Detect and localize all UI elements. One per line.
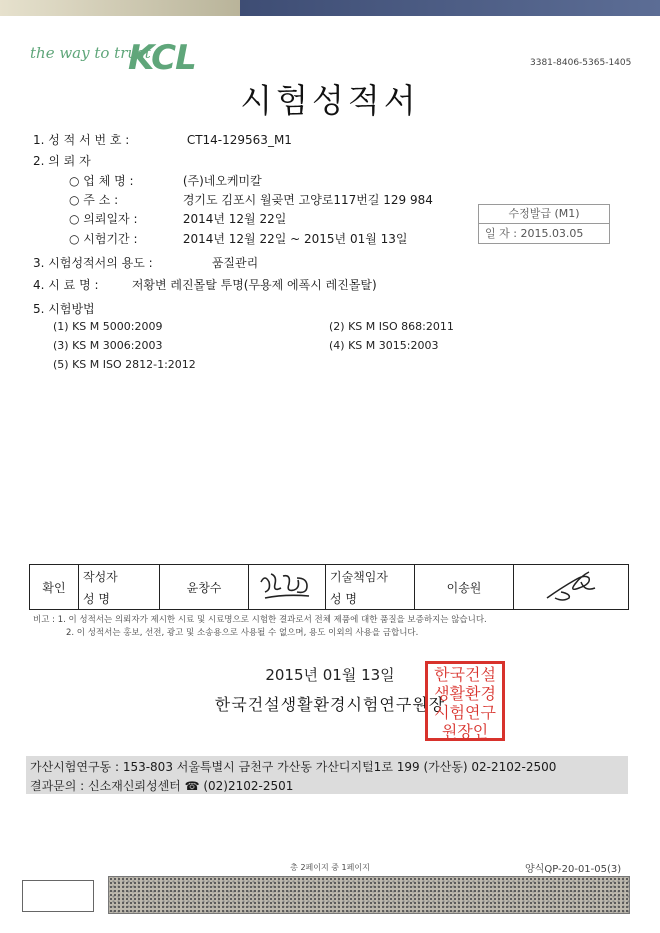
tech-signature <box>514 565 629 610</box>
sample-row <box>33 276 377 293</box>
kcl-logo: KCL <box>128 38 196 78</box>
issue-date: 2015년 01월 13일 <box>265 666 395 684</box>
tech-name: 이송원 <box>415 565 514 610</box>
purpose-label: 3. 시험성적서의 용도 : <box>33 256 153 270</box>
company-label: ○ 업 체 명 : <box>69 174 134 188</box>
page-title: 시험성적서 <box>240 81 420 120</box>
author-role: 작성자 <box>79 565 160 588</box>
address-value: 경기도 김포시 월곶면 고양로117번길 129 984 <box>182 193 433 207</box>
address-label: ○ 주 소 : <box>69 193 119 207</box>
method-heading: 5. 시험방법 <box>33 302 95 316</box>
confirm-cell: 확인 <box>30 565 79 610</box>
author-signature-mark <box>257 568 317 604</box>
author-name: 윤창수 <box>160 565 249 610</box>
organization-name: 한국건설생활환경시험연구원장 <box>214 695 446 714</box>
client-heading: 2. 의 뢰 자 <box>33 154 91 168</box>
sample-label: 4. 시 료 명 : <box>33 278 99 292</box>
remark-line: 비고 : 1. 이 성적서는 의뢰자가 제시한 시료 및 시료명으로 시험한 결과로서 전체 제품에 대한 품질을 보증하지는 않습니다. <box>33 615 487 625</box>
request-date-label: ○ 의뢰일자 : <box>69 212 138 226</box>
sample-value: 저황변 레진몰탈 투명(무용제 에폭시 레진몰탈) <box>131 278 377 292</box>
purpose-value: 품질관리 <box>211 256 259 270</box>
header-bar-left <box>0 0 240 16</box>
purpose-row <box>33 254 258 271</box>
contact-inquiry: 결과문의 : 신소재신뢰성센터 ☎ (02)2102-2501 <box>30 779 294 793</box>
reissue-box <box>478 204 610 244</box>
tech-name-label: 성 명 <box>326 587 415 610</box>
request-date-value: 2014년 12월 22일 <box>182 212 287 226</box>
company-value: (주)네오케미칼 <box>182 174 262 188</box>
report-number-label: 1. 성 적 서 번 호 : <box>33 133 130 147</box>
method-item: (4) KS M 3015:2003 <box>329 339 439 352</box>
tech-signature-mark <box>541 568 601 604</box>
report-number-row <box>33 131 292 148</box>
method-item: (5) KS M ISO 2812-1:2012 <box>53 358 196 371</box>
author-signature <box>249 565 326 610</box>
author-name-label: 성 명 <box>79 587 160 610</box>
remark-line: 2. 이 성적서는 홍보, 선전, 광고 및 소송용으로 사용될 수 없으며, 용도 이외의 사용을 금합니다. <box>66 628 419 638</box>
reissue-label: 수정발급 (M1) <box>479 205 609 224</box>
header-bar-right <box>240 0 660 16</box>
remarks <box>33 614 487 640</box>
signature-table <box>29 564 629 610</box>
tech-role: 기술책임자 <box>326 565 415 588</box>
test-period-value: 2014년 12월 22일 ~ 2015년 01월 13일 <box>182 232 408 246</box>
address-row <box>69 191 433 208</box>
document-number: 3381-8406-5365-1405 <box>530 58 632 68</box>
test-period-row <box>69 230 407 247</box>
form-number: 양식QP-20-01-05(3) <box>525 864 622 875</box>
blank-box <box>22 880 94 912</box>
report-number-value: CT14-129563_M1 <box>186 133 292 147</box>
contact-address: 가산시험연구동 : 153-803 서울특별시 금천구 가산동 가산디지털1로 199 (가산동) 02-2102-2500 <box>30 760 557 774</box>
test-period-label: ○ 시험기간 : <box>69 232 138 246</box>
method-item: (3) KS M 3006:2003 <box>53 339 163 352</box>
method-item: (1) KS M 5000:2009 <box>53 320 163 333</box>
request-date-row <box>69 210 286 227</box>
official-seal-stamp: 한국건설생활환경시험연구원장인 <box>425 661 505 741</box>
company-row <box>69 172 262 189</box>
reissue-date: 일 자 : 2015.03.05 <box>485 227 584 240</box>
page-indicator: 총 2페이지 중 1페이지 <box>290 863 370 872</box>
security-pattern <box>108 876 630 914</box>
method-item: (2) KS M ISO 868:2011 <box>329 320 454 333</box>
tagline: the way to trust <box>30 44 151 62</box>
